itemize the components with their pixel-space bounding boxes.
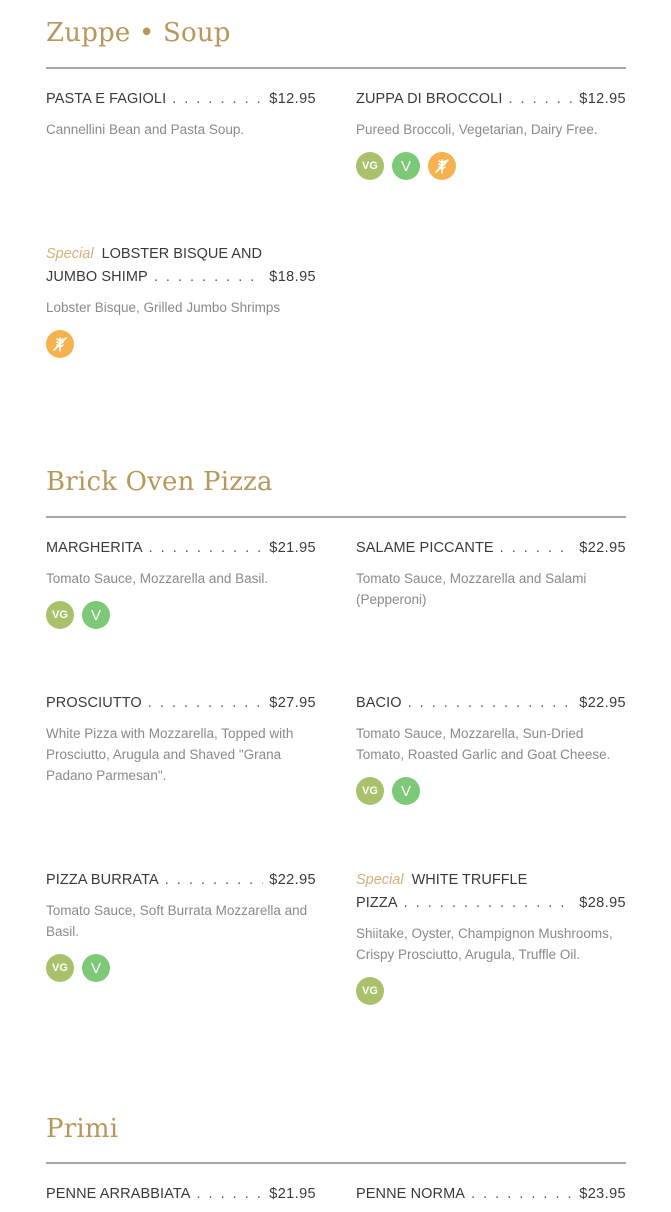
item-price: $23.95 <box>579 1186 626 1202</box>
dot-leader <box>149 537 264 560</box>
menu-item-white-truffle-pizza <box>356 869 626 1005</box>
dot-leader <box>508 88 573 111</box>
vegan-badge-icon: VG <box>356 152 384 180</box>
dietary-badges <box>356 977 626 1005</box>
menu-item-pizza-burrata <box>46 869 316 982</box>
gluten-free-badge-icon <box>428 152 456 180</box>
menu-item-penne-arrabbiata <box>46 1183 316 1206</box>
item-price: $12.95 <box>579 91 626 107</box>
section-divider <box>46 516 626 518</box>
dietary-badges <box>46 330 316 358</box>
menu-item-salame-piccante <box>356 537 626 610</box>
menu-item-prosciutto <box>46 692 316 786</box>
item-price: $21.95 <box>269 540 316 556</box>
item-name: WHITE TRUFFLE <box>411 872 528 888</box>
dot-leader <box>471 1183 573 1206</box>
special-label: Special <box>46 246 94 262</box>
item-name: BACIO <box>356 695 402 711</box>
item-description: Tomato Sauce, Mozzarella and Basil. <box>46 571 269 586</box>
item-name-continued: PIZZA <box>356 895 398 911</box>
vegan-badge-icon: VG <box>356 777 384 805</box>
menu-item-lobster-bisque <box>46 243 316 358</box>
dot-leader <box>408 692 574 715</box>
dot-leader <box>154 266 263 289</box>
item-price: $18.95 <box>269 269 316 285</box>
item-description: Lobster Bisque, Grilled Jumbo Shrimps <box>46 300 281 315</box>
special-label: Special <box>356 872 404 888</box>
vegetarian-badge-icon: V <box>392 152 420 180</box>
dot-leader <box>148 692 263 715</box>
menu-item-pasta-e-fagioli <box>46 88 316 140</box>
item-name: SALAME PICCANTE <box>356 540 494 556</box>
item-description: Tomato Sauce, Mozzarella, Sun-Dried Tomato, Roasted Garlic and Goat Cheese. <box>356 726 611 762</box>
section-title-pizza: Brick Oven Pizza <box>46 467 273 497</box>
item-price: $21.95 <box>269 1186 316 1202</box>
dot-leader <box>404 892 574 915</box>
vegan-badge-icon: VG <box>46 954 74 982</box>
item-price: $12.95 <box>269 91 316 107</box>
dietary-badges <box>46 954 316 982</box>
dot-leader <box>197 1183 264 1206</box>
vegetarian-badge-icon: V <box>392 777 420 805</box>
vegetarian-badge-icon: V <box>82 954 110 982</box>
dot-leader <box>165 869 264 892</box>
menu-item-bacio <box>356 692 626 805</box>
dot-leader <box>500 537 574 560</box>
dietary-badges <box>46 601 316 629</box>
item-description: Shiitake, Oyster, Champignon Mushrooms, Crispy Prosciutto, Arugula, Truffle Oil. <box>356 926 613 962</box>
vegetarian-badge-icon: V <box>82 601 110 629</box>
item-price: $22.95 <box>579 695 626 711</box>
item-name: LOBSTER BISQUE AND <box>101 246 262 262</box>
item-price: $27.95 <box>269 695 316 711</box>
gluten-free-badge-icon <box>46 330 74 358</box>
item-description: Tomato Sauce, Soft Burrata Mozzarella and Basil. <box>46 903 308 939</box>
item-description: White Pizza with Mozzarella, Topped with Prosciutto, Arugula and Shaved "Grana Padano Parmesan". <box>46 726 294 783</box>
item-price: $28.95 <box>579 895 626 911</box>
vegan-badge-icon: VG <box>46 601 74 629</box>
item-description: Tomato Sauce, Mozzarella and Salami (Pepperoni) <box>356 571 587 607</box>
menu-item-penne-norma <box>356 1183 626 1206</box>
item-description: Pureed Broccoli, Vegetarian, Dairy Free. <box>356 122 598 137</box>
item-price: $22.95 <box>269 872 316 888</box>
section-divider <box>46 67 626 69</box>
item-name: PASTA E FAGIOLI <box>46 91 167 107</box>
menu-item-margherita <box>46 537 316 629</box>
item-name: ZUPPA DI BROCCOLI <box>356 91 503 107</box>
item-name: PROSCIUTTO <box>46 695 142 711</box>
item-name: PENNE ARRABBIATA <box>46 1186 191 1202</box>
item-name: PENNE NORMA <box>356 1186 466 1202</box>
dietary-badges <box>356 152 626 180</box>
item-description: Cannellini Bean and Pasta Soup. <box>46 122 245 137</box>
item-name: PIZZA BURRATA <box>46 872 159 888</box>
menu-item-zuppa-di-broccoli <box>356 88 626 180</box>
item-name: MARGHERITA <box>46 540 143 556</box>
section-title-soup: Zuppe • Soup <box>46 18 231 48</box>
dot-leader <box>172 88 263 111</box>
section-divider <box>46 1162 626 1164</box>
section-title-primi: Primi <box>46 1114 119 1144</box>
item-price: $22.95 <box>579 540 626 556</box>
vegan-badge-icon: VG <box>356 977 384 1005</box>
dietary-badges <box>356 777 626 805</box>
item-name-continued: JUMBO SHIMP <box>46 269 148 285</box>
